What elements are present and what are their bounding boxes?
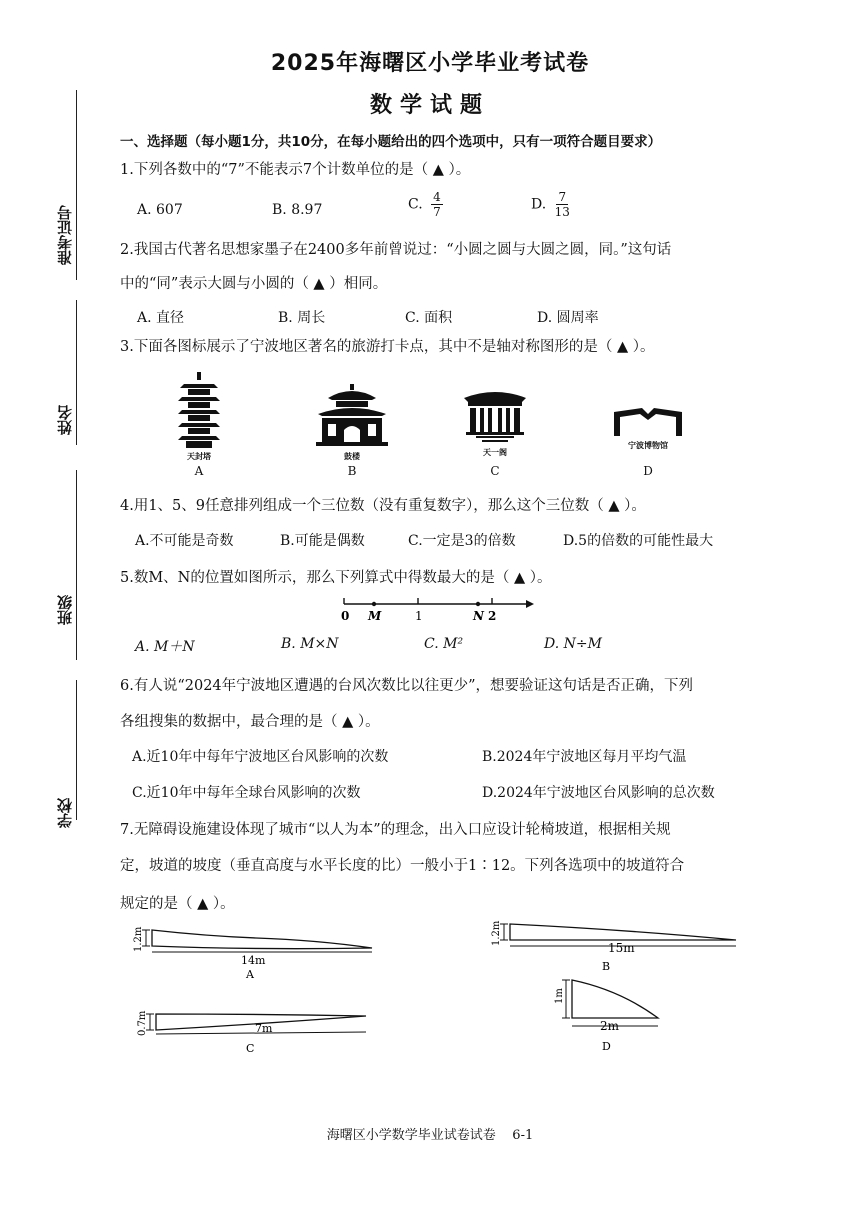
question-1-option-a: A. 607 [137, 202, 183, 218]
side-line-3 [76, 470, 77, 660]
ramp-b-length: 15m [608, 941, 635, 955]
ramp-d-length: 2m [600, 1019, 620, 1033]
question-4-option-c: C.一定是3的倍数 [408, 533, 516, 549]
tick-label-1: 1 [415, 609, 423, 623]
question-7-line-2: 定，坡道的坡度（垂直高度与水平长度的比）一般小于1∶12。下列各选项中的坡道符合 [120, 858, 685, 874]
question-4-option-b: B.可能是偶数 [280, 533, 365, 549]
ramp-c-height: 0.7m [137, 1010, 148, 1036]
tick-label-2: 2 [488, 609, 497, 623]
ramp-d-height: 1m [554, 988, 565, 1004]
page-subtitle: 数学试题 [369, 93, 490, 118]
page-footer: 海曙区小学数学毕业试卷试卷 6-1 [326, 1128, 534, 1143]
question-6-line-1: 6.有人说“2024年宁波地区遭遇的台风次数比以往更少”，想要验证这句话是否正确，下列 [120, 678, 694, 694]
ramp-b-letter: B [602, 960, 611, 973]
question-6-option-a: A.近10年中每年宁波地区台风影响的次数 [132, 749, 389, 765]
question-5-option-a: A. M＋N [135, 639, 195, 655]
ramp-b-height: 1.2m [491, 920, 502, 946]
ramp-d-letter: D [602, 1040, 611, 1053]
question-2-option-d: D. 圆周率 [537, 310, 599, 326]
page-title: 2025年海曙区小学毕业考试卷 [270, 51, 590, 76]
point-n [476, 602, 480, 606]
museum-icon [612, 408, 684, 436]
fraction-den: 13 [554, 205, 570, 219]
ramp-c-diagram [137, 1008, 370, 1058]
fraction-num: 7 [558, 190, 567, 204]
ramp-c-length: 7m [255, 1022, 273, 1035]
ramp-a-length: 14m [241, 954, 266, 967]
fraction-den: 7 [433, 205, 441, 219]
side-line-4 [76, 680, 77, 820]
question-1-option-c [408, 190, 443, 219]
icon-letter-b: B [347, 464, 357, 478]
question-3-text: 3.下面各图标展示了宁波地区著名的旅游打卡点，其中不是轴对称图形的是（ ▲ ）。 [120, 339, 655, 355]
question-2-line-1: 2.我国古代著名思想家墨子在2400多年前曾说过：“小圆之圆与大圆之圆，同。”这句话 [120, 242, 672, 258]
option-c-label: C. [408, 196, 423, 213]
ramp-a-letter: A [246, 968, 254, 981]
side-label-class: 班级 [56, 595, 74, 625]
icon-caption-d: 宁波博物馆 [628, 441, 668, 450]
question-2-option-a: A. 直径 [137, 310, 185, 326]
question-7-line-3: 规定的是（ ▲ ）。 [120, 896, 235, 912]
icon-caption-c: 天一阁 [483, 448, 507, 457]
ramp-d-diagram [556, 976, 666, 1058]
ramp-c-letter: C [246, 1042, 255, 1055]
tick-label-0: 0 [341, 609, 350, 623]
label-m: M [368, 609, 382, 623]
question-5-option-c: C. M² [424, 636, 464, 652]
question-7-line-1: 7.无障碍设施建设体现了城市“以人为本”的理念，出入口应设计轮椅坡道，根据相关规 [120, 822, 671, 838]
question-2-line-2: 中的“同”表示大圆与小圆的（ ▲ ）相同。 [120, 276, 388, 292]
pavilion-icon [462, 388, 528, 442]
icon-letter-a: A [194, 464, 204, 478]
question-6-option-b: B.2024年宁波地区每月平均气温 [482, 749, 687, 765]
option-d-label: D. [531, 196, 547, 213]
icon-caption-b: 鼓楼 [344, 452, 360, 461]
side-label-name: 姓名 [56, 405, 74, 435]
question-2-option-b: B. 周长 [278, 310, 326, 326]
side-line-2 [76, 300, 77, 445]
question-6-option-d: D.2024年宁波地区台风影响的总次数 [482, 785, 715, 801]
question-1-option-b: B. 8.97 [272, 202, 323, 218]
fraction-7-13 [555, 190, 570, 219]
question-4-option-d: D.5的倍数的可能性最大 [563, 533, 714, 549]
ramp-a-diagram [133, 920, 376, 982]
question-1-option-d [531, 190, 570, 219]
label-n: N [473, 609, 484, 623]
question-5-option-d: D. N÷M [544, 636, 602, 652]
side-label-school: 学校 [56, 798, 74, 828]
icon-caption-a: 天封塔 [187, 452, 211, 461]
question-5-text: 5.数M、N的位置如图所示，那么下列算式中得数最大的是（ ▲ ）。 [120, 570, 552, 586]
icon-letter-d: D [643, 464, 653, 478]
fraction-num: 4 [433, 190, 441, 204]
point-m [372, 602, 376, 606]
icon-letter-c: C [490, 464, 500, 478]
question-2-option-c: C. 面积 [405, 310, 453, 326]
side-label-exam-number: 准考证号 [56, 205, 74, 265]
section-heading: 一、选择题（每小题1分，共10分，在每小题给出的四个选项中，只有一项符合题目要求） [120, 134, 662, 150]
question-4-option-a: A.不可能是奇数 [135, 533, 234, 549]
ramp-a-height: 1.2m [133, 926, 144, 952]
question-5-option-b: B. M×N [281, 636, 339, 652]
question-6-option-c: C.近10年中每年全球台风影响的次数 [132, 785, 361, 801]
pagoda-icon [176, 372, 222, 448]
question-6-line-2: 各组搜集的数据中，最合理的是（ ▲ ）。 [120, 714, 380, 730]
ramp-b-diagram [490, 918, 740, 974]
question-1-text: 1.下列各数中的“7”不能表示7个计数单位的是（ ▲ ）。 [120, 162, 471, 178]
question-4-text: 4.用1、5、9任意排列组成一个三位数（没有重复数字），那么这个三位数（ ▲ ）。 [120, 498, 646, 514]
drum-tower-icon [314, 384, 390, 446]
number-line [330, 592, 540, 626]
fraction-4-7 [431, 190, 443, 219]
